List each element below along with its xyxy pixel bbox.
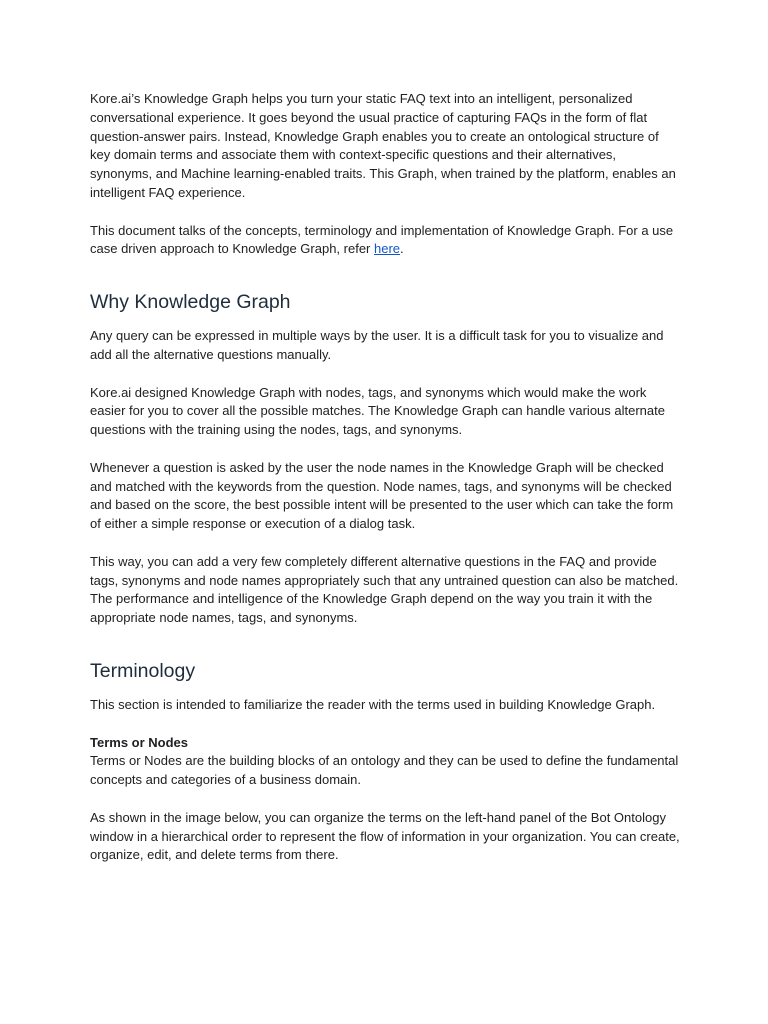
intro-paragraph-1: Kore.ai’s Knowledge Graph helps you turn your static FAQ text into an intelligent, personalized conversational experience. It goes beyond the usual practice of capturing FAQs in the form of flat question-answer pairs. Instead, Knowledge Graph enables you to create an ontological structure of key domain terms and associate them with context-specific questions and their alternatives, synonyms, and Machine learning-enabled traits. This Graph, when trained by the platform, enables an intelligent FAQ experience. [90,91,676,200]
why-paragraph-2: Kore.ai designed Knowledge Graph with nodes, tags, and synonyms which would make the work easier for you to cover all the possible matches. The Knowledge Graph can handle various alternate questions with the training using the nodes, tags, and synonyms. [90,384,665,438]
terms-or-nodes-heading: Terms or Nodes [90,734,189,750]
intro-paragraph-2-end: . [400,241,404,257]
terminology-heading: Terminology [90,659,196,682]
why-knowledge-graph-heading: Why Knowledge Graph [90,291,291,314]
why-paragraph-3: Whenever a question is asked by the user the node names in the Knowledge Graph will be checked and matched with the keywords from the question. Node names, tags, and synonyms will be checked and based on the score, the best possible intent will be presented to the user which can take the form of either a simple response or execution of a dialog task. [90,459,674,532]
why-paragraph-4: This way, you can add a very few completely different alternative questions in the FAQ and provide tags, synonyms and node names appropriately such that any untrained question can also be matched. The performance and intelligence of the Knowledge Graph depend on the way you train it with the appropriate node names, tags, and synonyms. [90,553,679,626]
intro-paragraph-2 [90,222,680,260]
why-paragraph-1: Any query can be expressed in multiple ways by the user. It is a difficult task for you to visualize and add all the alternative questions manually. [90,328,664,362]
terminology-paragraph-3: As shown in the image below, you can organize the terms on the left-hand panel of the Bot Ontology window in a hierarchical order to represent the flow of information in your organization. You can create, organize, edit, and delete terms from there. [90,809,680,863]
terminology-paragraph-1: This section is intended to familiarize the reader with the terms used in building Knowledge Graph. [90,696,656,712]
here-link[interactable]: here [374,241,401,257]
intro-paragraph-2-text: This document talks of the concepts, terminology and implementation of Knowledge Graph. For a use case driven approach to Knowledge Graph, refer [90,222,674,257]
terminology-paragraph-2: Terms or Nodes are the building blocks of an ontology and they can be used to define the fundamental concepts and categories of a business domain. [90,753,679,788]
